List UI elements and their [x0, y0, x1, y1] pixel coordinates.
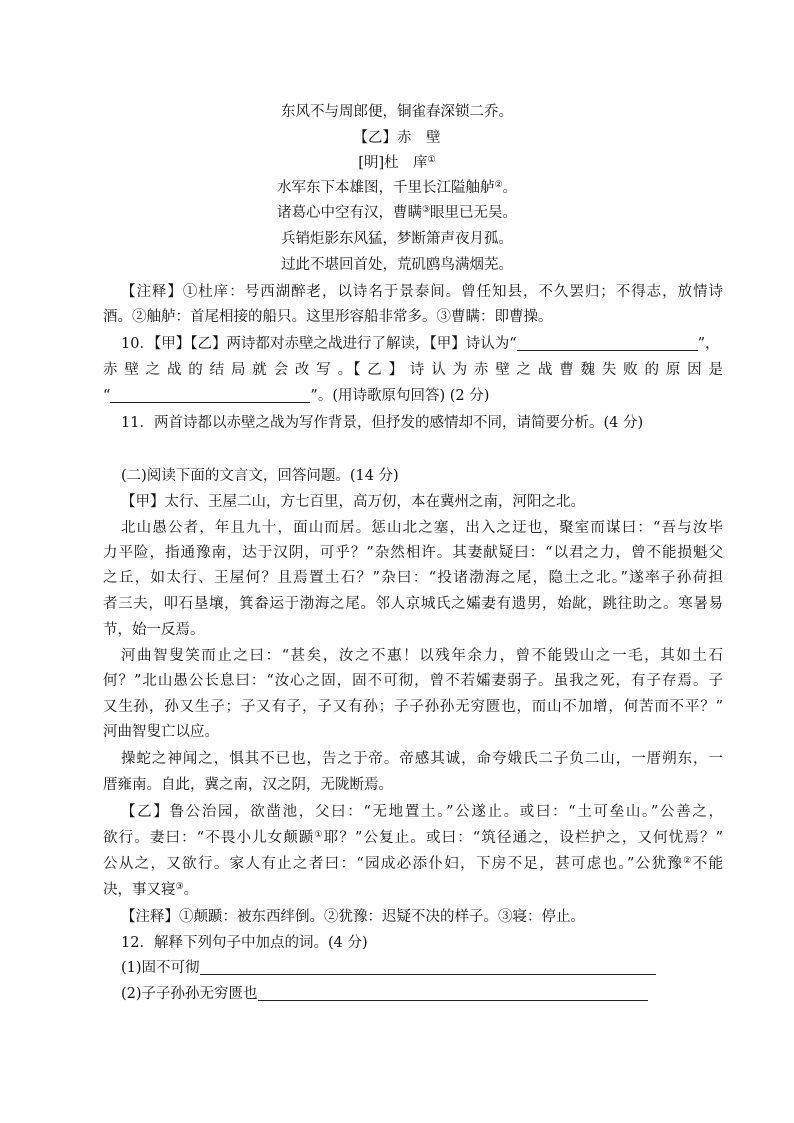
- passage-jia-para-2-line: 力平险，指通豫南，达于汉阴，可乎？”杂然相许。其妻献疑曰：“以君之力，曾不能损魁父: [103, 545, 723, 561]
- poem-text: 水军东下本雄图，千里长江隘舳舻: [276, 180, 495, 196]
- poem-text-after: 眼里已无吴。: [430, 205, 518, 221]
- yi-text: 耶？”公复止。或曰：“筑径通之，设栏护之，又何忧焉？”: [323, 830, 723, 846]
- poem-b-notes-line-1: 【注释】①杜庠：号西湖醉老，以诗名于景泰间。曾任知县，不久罢归；不得志，放情诗: [121, 284, 723, 300]
- passage-jia-para-4-line: 操蛇之神闻之，惧其不已也，告之于帝。帝感其诚，命夸娥氏二子负二山，一厝朔东，一: [121, 751, 723, 767]
- author-text: [明]杜 庠: [358, 155, 428, 171]
- passage-yi-line-2: [103, 828, 723, 848]
- poem-b-title: 【乙】赤 壁: [353, 130, 441, 146]
- footnote-marker: ②: [683, 856, 693, 866]
- passage-jia-para-2-line: 之丘，如太行、王屋何？且焉置土石？”杂曰：“投诸渤海之尾，隐土之北。”遂率子孙荷担: [103, 570, 723, 586]
- question-12-item-2: [121, 984, 648, 1004]
- answer-blank-2[interactable]: [110, 387, 310, 403]
- poem-b-line-2: [0, 203, 794, 223]
- passage-jia-para-2-line: 北山愚公者，年且九十，面山而居。惩山北之塞，出入之迂也，聚室而谋曰：“吾与汝毕: [121, 520, 723, 536]
- passage-yi-line-1: 【乙】鲁公治园，欲凿池，父曰：“无地置土。”公遂止。或曰：“土可垒山。”公善之，: [121, 804, 723, 820]
- passage-yi-notes: 【注释】①颠踬：被东西绊倒。②犹豫：迟疑不决的样子。③寝：停止。: [121, 909, 585, 925]
- yi-text: 不能: [692, 856, 723, 872]
- passage-jia-para-4-line: 厝雍南。自此，冀之南，汉之阴，无陇断焉。: [103, 777, 393, 793]
- question-12: 12．解释下列句子中加点的词。(4 分): [121, 935, 368, 951]
- answer-blank-1[interactable]: [517, 335, 698, 351]
- footnote-marker: ③: [175, 882, 184, 892]
- passage-jia-para-2-line: 者三夫，叩石垦壤，箕畚运于渤海之尾。邻人京城氏之孀妻有遗男，始龀，跳往助之。寒暑易: [103, 596, 723, 612]
- passage-yi-line-4: [103, 880, 198, 900]
- yi-text: 公从之，又欲行。家人有止之者曰：“园成必添仆妇，下房不足，甚可虑也。”公犹豫: [103, 856, 684, 872]
- q12-1-text: (1)固不可彻: [121, 960, 200, 976]
- footnote-marker: ③: [421, 205, 431, 215]
- poem-b-author: [0, 153, 794, 173]
- question-10-line-3: [103, 386, 489, 406]
- answer-blank-4[interactable]: [258, 985, 648, 1001]
- yi-text: 欲行。妻曰：“不畏小儿女颠踬: [103, 830, 315, 846]
- q12-2-text: (2)子子孙孙无穷匮也: [121, 986, 258, 1002]
- yi-text: 。: [183, 882, 199, 898]
- yi-text: 决，事又寝: [103, 882, 176, 898]
- passage-jia-para-1: 【甲】太行、王屋二山，方七百里，高万仞，本在冀州之南，河阳之北。: [121, 494, 585, 510]
- q10-text-end: ”，: [697, 336, 720, 352]
- q10-text-end: ”。(用诗歌原句回答) (2 分): [310, 388, 490, 404]
- footnote-marker: ①: [427, 155, 436, 165]
- question-10-line-1: [121, 334, 725, 354]
- poem-b-line-1: [0, 178, 794, 198]
- section-2-heading: (二)阅读下面的文言文，回答问题。(14 分): [121, 468, 399, 484]
- poem-a-final-line: 东风不与周郎便，铜雀春深锁二乔。: [281, 104, 513, 120]
- question-10-line-2: 赤 壁 之 战 的 结 局 就 会 改 写 。【 乙 】 诗 认 为 赤 壁 之 战 曹 魏 失 败 的 原 因 是: [103, 362, 723, 378]
- q10-text: 10．【甲】【乙】两诗都对赤壁之战进行了解读，【甲】诗认为“: [121, 336, 517, 352]
- passage-jia-para-3-line: 河曲智叟亡以应。: [103, 724, 219, 740]
- footnote-marker: ②: [494, 180, 503, 190]
- footnote-marker: ①: [314, 830, 324, 840]
- poem-b-line-4: 过此不堪回首处，荒矶鸥鸟满烟芜。: [281, 257, 513, 273]
- passage-jia-para-3-line: 何？”北山愚公长息曰：“汝心之固，固不可彻，曾不若孀妻弱子。虽我之死，有子存焉。子: [103, 673, 723, 689]
- q10-open-quote: “: [103, 388, 111, 404]
- answer-blank-3[interactable]: [200, 959, 656, 975]
- passage-jia-para-2-line: 节，始一反焉。: [103, 622, 205, 638]
- passage-jia-para-3-line: 又生孙，孙又生子；子又有子，子又有孙；子子孙孙无穷匮也，而山不加增，何苦而不平？”: [103, 699, 723, 715]
- poem-b-notes-line-2: 酒。②舳舻：首尾相接的船只。这里形容船非常多。③曹瞒：即曹操。: [103, 309, 553, 325]
- poem-text: 诸葛心中空有汉，曹瞒: [276, 205, 422, 221]
- poem-text-after: 。: [502, 180, 518, 196]
- passage-jia-para-3-line: 河曲智叟笑而止之曰：“甚矣，汝之不惠！以残年余力，曾不能毁山之一毛，其如土石: [121, 648, 723, 664]
- question-12-item-1: [121, 958, 656, 978]
- passage-yi-line-3: [103, 854, 723, 874]
- poem-b-line-3: 兵销炬影东风猛，梦断箫声夜月孤。: [281, 231, 513, 247]
- question-11: 11．两首诗都以赤壁之战为写作背景，但抒发的感情却不同，请简要分析。(4 分): [121, 415, 644, 431]
